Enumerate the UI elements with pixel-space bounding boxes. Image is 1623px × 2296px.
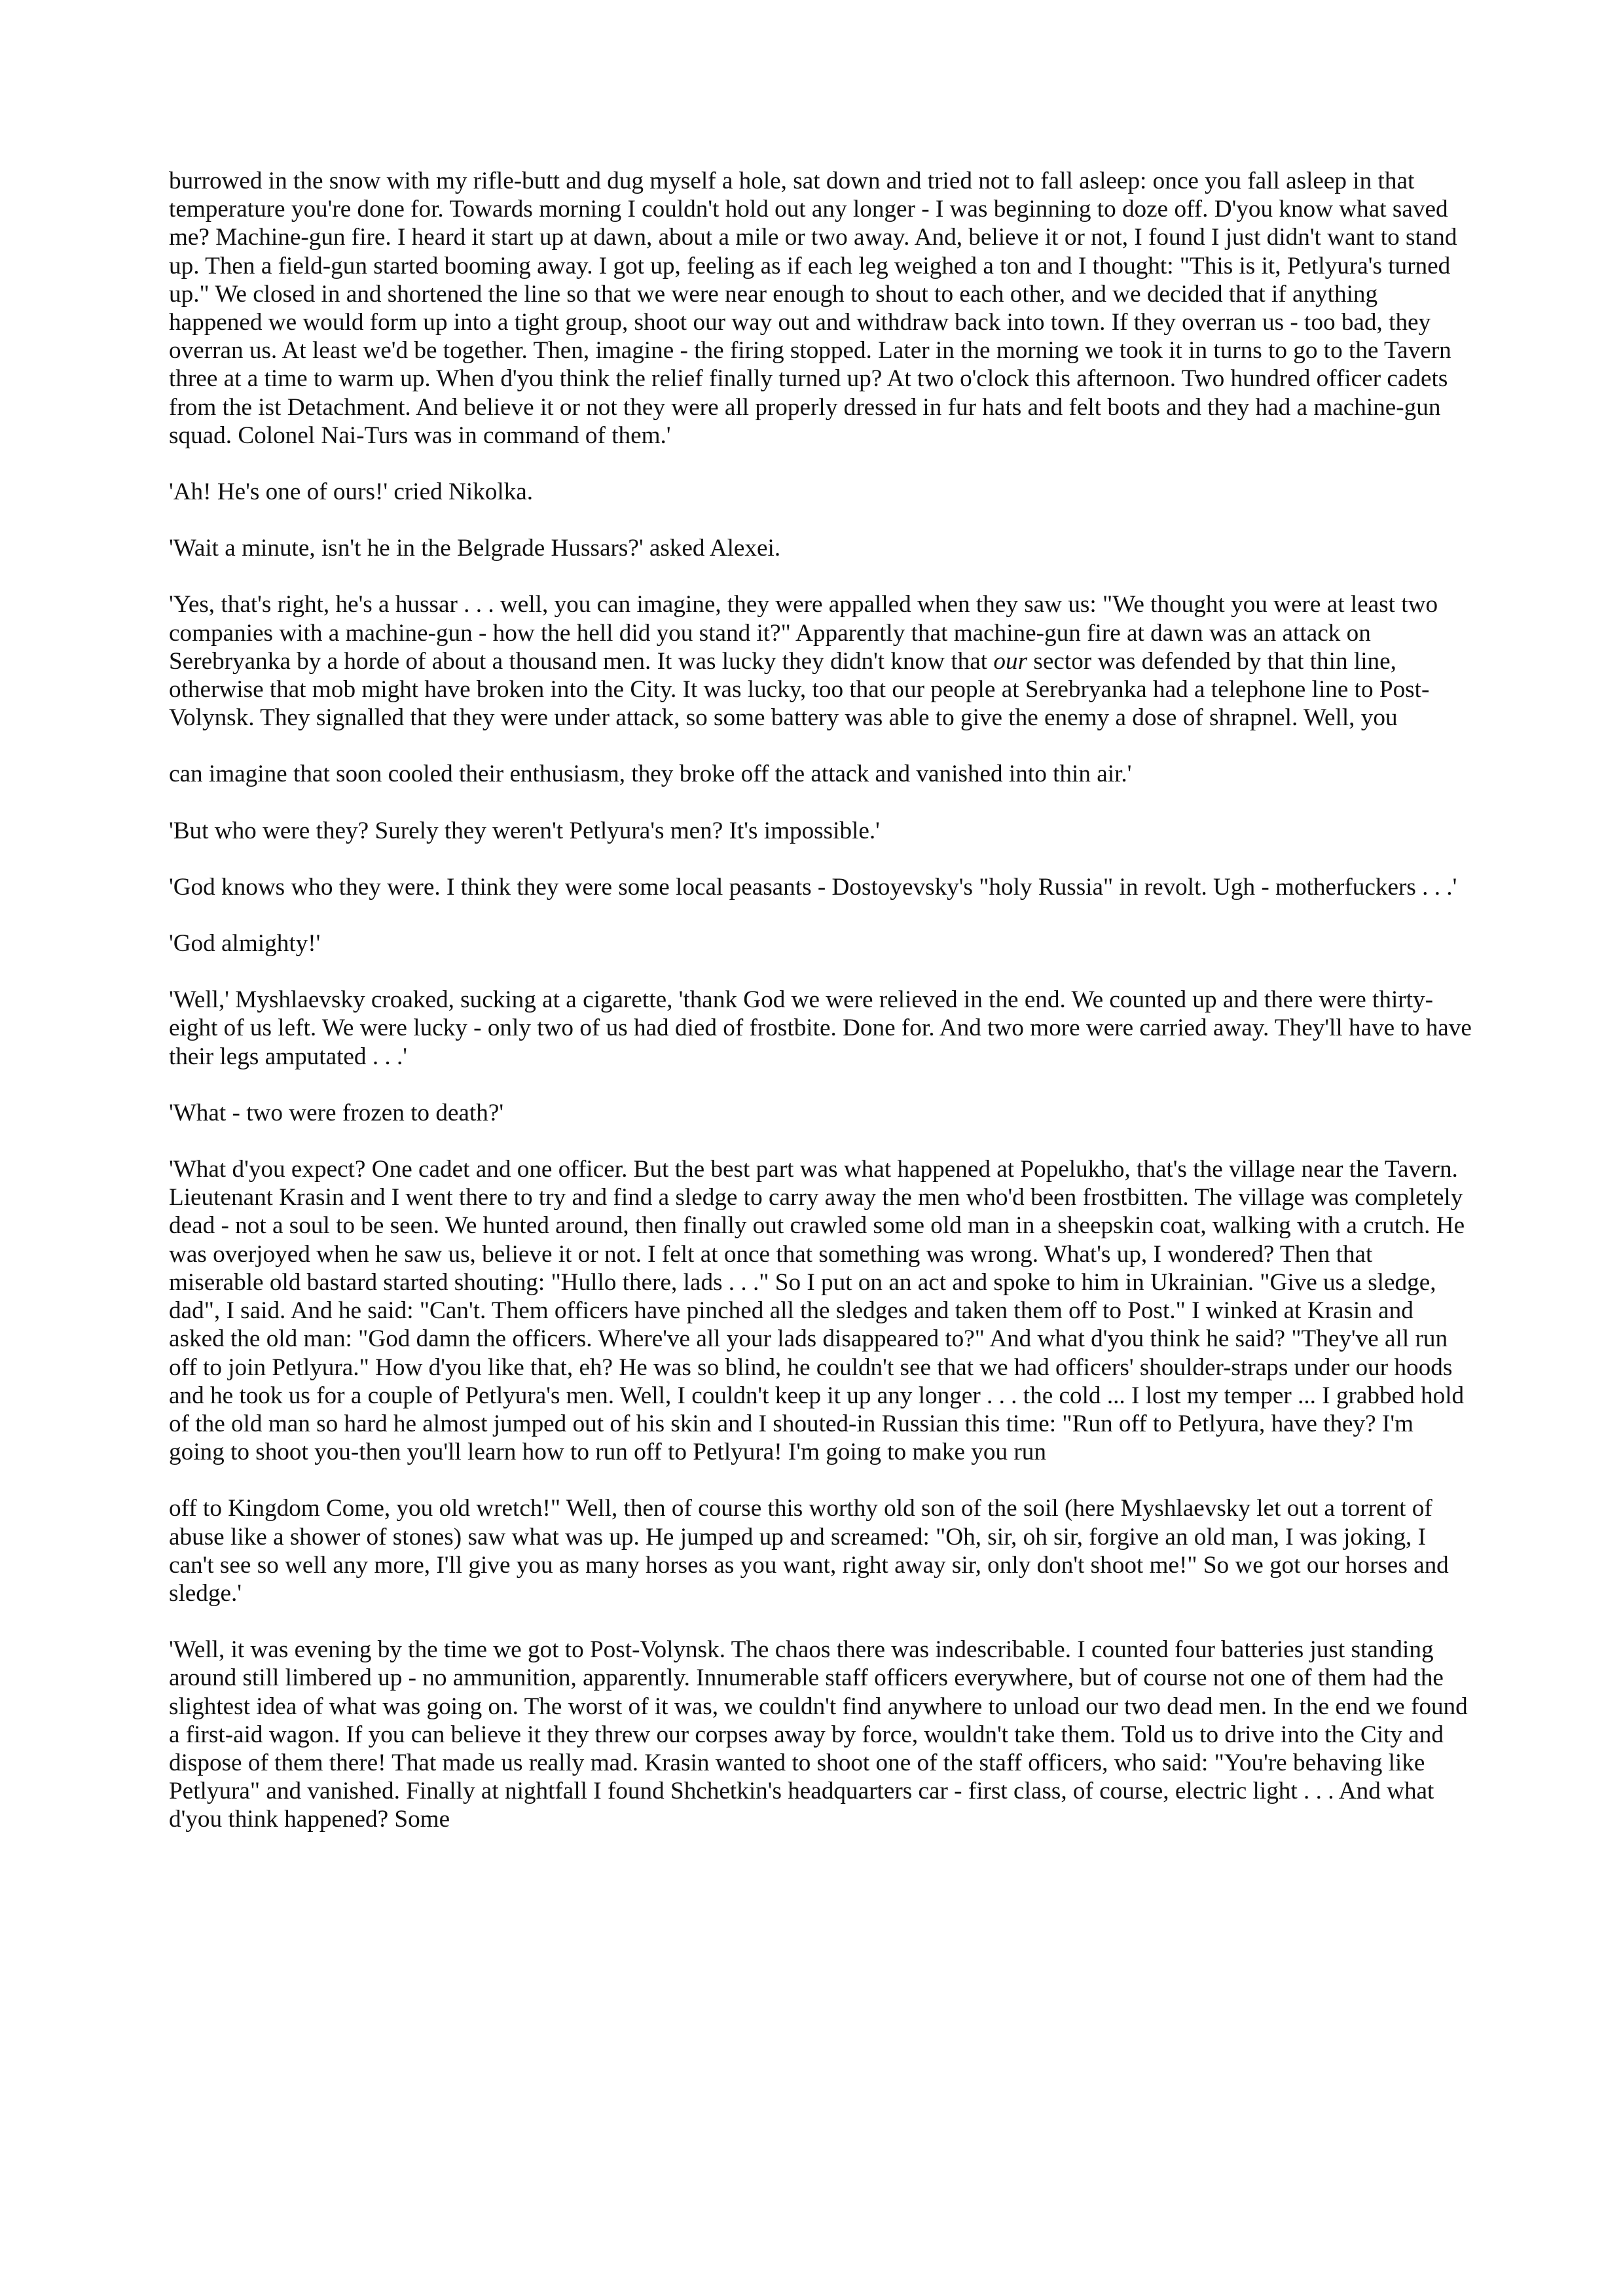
paragraph-8: 'God almighty!' [169,930,321,958]
document-page [169,167,1472,1862]
paragraph-10: 'What - two were frozen to death?' [169,1099,504,1126]
paragraph-3: 'Wait a minute, isn't he in the Belgrade Hussars?' asked Alexei. [169,535,781,562]
paragraph-5: can imagine that soon cooled their enthusiasm, they broke off the attack and vanished into thin air.' [169,761,1132,788]
paragraph-12: off to Kingdom Come, you old wretch!" Well, then of course this worthy old son of the soil (here Myshlaevsky let out a torrent of abuse like a shower of stones) saw what was up. He jumped up and screamed: "Oh, sir, oh sir, forgive an old man, I was joking, I can't see so well any more, I'll give you as many horses as you want, right away sir, only don't shoot me!" So we got our horses and sledge.' [169,1495,1449,1607]
paragraph-2: 'Ah! He's one of ours!' cried Nikolka. [169,478,534,506]
paragraph-4-text-a: 'Yes, that's right, he's a hussar . . . well, you can imagine, they were appalled when they saw us: "We thought you were at least two companies with a machine-gun - how the hell did you stand it?" Apparently that machine-gun fire at dawn was an attack on Serebryanka by a horde of about a thousand men. It was lucky they didn't know that [169,591,1438,675]
paragraph-7: 'God knows who they were. I think they were some local peasants - Dostoyevsky's "holy Russia" in revolt. Ugh - motherfuckers . . .' [169,873,1457,901]
paragraph-11: 'What d'you expect? One cadet and one officer. But the best part was what happened at Popelukho, that's the village near the Tavern. Lieutenant Krasin and I went there to try and find a sledge to carry away the men who'd been frostbitten. The village was completely dead - not a soul to be seen. We hunted around, then finally out crawled some old man in a sheepskin coat, walking with a crutch. He was overjoyed when he saw us, believe it or not. I felt at once that something was wrong. What's up, I wondered? Then that miserable old bastard started shouting: "Hullo there, lads . . ." So I put on an act and spoke to him in Ukrainian. "Give us a sledge, dad", I said. And he said: "Can't. Them officers have pinched all the sledges and taken them off to Post." I winked at Krasin and asked the old man: "God damn the officers. Where've all your lads disappeared to?" And what d'you think he said? "They've all run off to join Petlyura." How d'you like that, eh? He was so blind, he couldn't see that we had officers' shoulder-straps under our hoods and he took us for a couple of Petlyura's men. Well, I couldn't keep it up any longer . . . the cold ... I lost my temper ... I grabbed hold of the old man so hard he almost jumped out of his skin and I shouted-in Russian this time: "Run off to Petlyura, have they? I'm going to shoot you-then you'll learn how to run off to Petlyura! I'm going to make you run [169,1156,1465,1466]
paragraph-4-text-b: sector was defended by that thin line, otherwise that mob might have broken into the City. It was lucky, too that our people at Serebryanka had a telephone line to Post-Volynsk. They signalled that they were under attack, so some battery was able to give the enemy a dose of shrapnel. Well, you [169,647,1430,732]
paragraph-9: 'Well,' Myshlaevsky croaked, sucking at a cigarette, 'thank God we were relieved in the end. We counted up and there were thirty-eight of us left. We were lucky - only two of us had died of frostbite. Done for. And two more were carried away. They'll have to have their legs amputated . . .' [169,986,1472,1070]
paragraph-1: burrowed in the snow with my rifle-butt and dug myself a hole, sat down and tried not to fall asleep: once you fall asleep in that temperature you're done for. Towards morning I couldn't hold out any longer - I was beginning to doze off. D'you know what saved me? Machine-gun fire. I heard it start up at dawn, about a mile or two away. And, believe it or not, I found I just didn't want to stand up. Then a field-gun started booming away. I got up, feeling as if each leg weighed a ton and I thought: "This is it, Petlyura's turned up." We closed in and shortened the line so that we were near enough to shout to each other, and we decided that if anything happened we would form up into a tight group, shoot our way out and withdraw back into town. If they overran us - too bad, they overran us. At least we'd be together. Then, imagine - the firing stopped. Later in the morning we took it in turns to go to the Tavern three at a time to warm up. When d'you think the relief finally turned up? At two o'clock this afternoon. Two hundred officer cadets from the ist Detachment. And believe it or not they were all properly dressed in fur hats and felt boots and they had a machine-gun squad. Colonel Nai-Turs was in command of them.' [169,168,1457,449]
paragraph-4 [169,590,1472,732]
paragraph-4-italic: our [993,647,1028,675]
paragraph-13: 'Well, it was evening by the time we got to Post-Volynsk. The chaos there was indescribable. I counted four batteries just standing around still limbered up - no ammunition, apparently. Innumerable staff officers everywhere, but of course not one of them had the slightest idea of what was going on. The worst of it was, we couldn't find anywhere to unload our two dead men. In the end we found a first-aid wagon. If you can believe it they threw our corpses away by force, wouldn't take them. Told us to drive into the City and dispose of them there! That made us really mad. Krasin wanted to shoot one of the staff officers, who said: "You're behaving like Petlyura" and vanished. Finally at nightfall I found Shchetkin's headquarters car - first class, of course, electric light . . . And what d'you think happened? Some [169,1636,1468,1833]
paragraph-6: 'But who were they? Surely they weren't Petlyura's men? It's impossible.' [169,817,880,844]
